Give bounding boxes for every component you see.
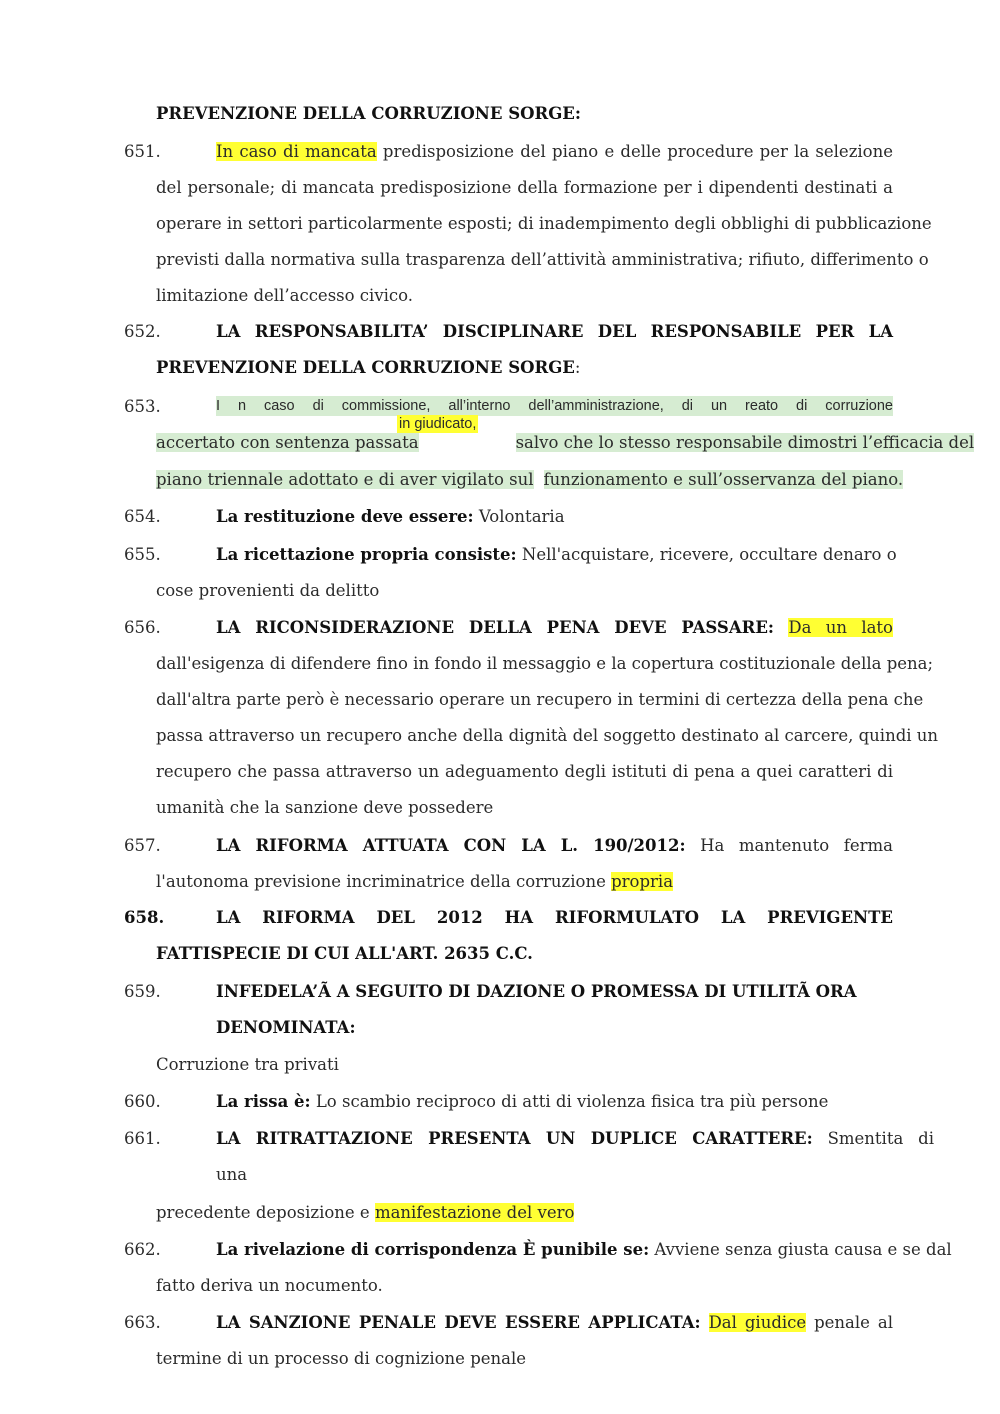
text-line: fatto deriva un nocumento. [156,1276,383,1295]
text-line: del personale; di mancata predisposizione della formazione per i dipendenti destinati a [156,178,893,197]
item-number: 657. [124,836,161,855]
text-line: FATTISPECIE DI CUI ALL'ART. 2635 C.C. [156,944,533,963]
text-line: cose provenienti da delitto [156,581,380,600]
text-line: INFEDELA’Ã A SEGUITO DI DAZIONE O PROMESSA DI UTILITÃ ORA [216,982,857,1001]
text-line: termine di un processo di cognizione penale [156,1349,527,1368]
item-number: 655. [124,545,161,564]
highlight: Dal giudice [708,1313,807,1332]
text-line: accertato con sentenza passata salvo che lo stesso responsabile dimostri l’efficacia del [156,433,975,452]
text-line: piano triennale adottato e di aver vigilato sul funzionamento e sull’osservanza del piano. [156,470,904,489]
text-line: recupero che passa attraverso un adeguamento degli istituti di pena a quei caratteri di [156,762,893,781]
highlight: propria [611,872,674,891]
text-line: operare in settori particolarmente esposti; di inadempimento degli obblighi di pubblicazione [156,214,932,233]
text-line: previsti dalla normativa sulla trasparenza dell’attività amministrativa; rifiuto, differimento o [156,250,929,269]
highlight: In caso di mancata [216,142,377,161]
item-number: 652. [124,322,161,341]
text-line: precedente deposizione e manifestazione del vero [156,1203,575,1222]
highlight: manifestazione del vero [374,1203,575,1222]
text-line: LA RIFORMA DEL 2012 HA RIFORMULATO LA PREVIGENTE [216,908,893,927]
text-line: La restituzione deve essere: Volontaria [216,507,565,526]
item-number: 662. [124,1240,161,1259]
text-line: LA RIFORMA ATTUATA CON LA L. 190/2012: Ha mantenuto ferma [216,836,893,855]
text-line: Corruzione tra privati [156,1055,339,1074]
highlight: Da un lato [788,618,893,637]
item-number: 663. [124,1313,161,1332]
text-line: limitazione dell’accesso civico. [156,286,414,305]
item-number: 651. [124,142,161,161]
text-line: La ricettazione propria consiste: Nell'acquistare, ricevere, occultare denaro o [216,545,897,564]
text-line: LA RITRATTAZIONE PRESENTA UN DUPLICE CARATTERE: Smentita di [216,1129,934,1148]
text-line: umanità che la sanzione deve possedere [156,798,494,817]
text-line: La rissa è: Lo scambio reciproco di atti di violenza fisica tra più persone [216,1092,829,1111]
text-line: LA RESPONSABILITA’ DISCIPLINARE DEL RESPONSABILE PER LA [216,322,893,341]
item-number: 661. [124,1129,161,1148]
text-line: In caso di mancata predisposizione del piano e delle procedure per la selezione [216,142,893,161]
highlight-float: in giudicato, [399,416,477,432]
text-line: una [216,1165,248,1184]
item-number: 658. [124,908,165,927]
text-line: LA SANZIONE PENALE DEVE ESSERE APPLICATA: Dal giudice penale al [216,1313,893,1332]
text-line: dall'altra parte però è necessario operare un recupero in termini di certezza della pena che [156,690,924,709]
item-number: 659. [124,982,161,1001]
item-number: 660. [124,1092,161,1111]
text-line: PREVENZIONE DELLA CORRUZIONE SORGE: [156,358,581,377]
item-number: 654. [124,507,161,526]
text-line: passa attraverso un recupero anche della dignità del soggetto destinato al carcere, quindi un [156,726,939,745]
text-line: DENOMINATA: [216,1018,356,1037]
item-number: 653. [124,397,161,416]
text-line: I n caso di commissione, all’interno dell’amministrazione, di un reato di corruzione [216,398,893,414]
text-line: La rivelazione di corrispondenza È punibile se: Avviene senza giusta causa e se dal [216,1240,952,1259]
item-number: 656. [124,618,161,637]
text-line: LA RICONSIDERAZIONE DELLA PENA DEVE PASSARE: Da un lato [216,618,893,637]
text-line: dall'esigenza di difendere fino in fondo il messaggio e la copertura costituzionale della pena; [156,654,934,673]
text-line: PREVENZIONE DELLA CORRUZIONE SORGE: [156,104,581,123]
text-line: l'autonoma previsione incriminatrice della corruzione propria [156,872,674,891]
